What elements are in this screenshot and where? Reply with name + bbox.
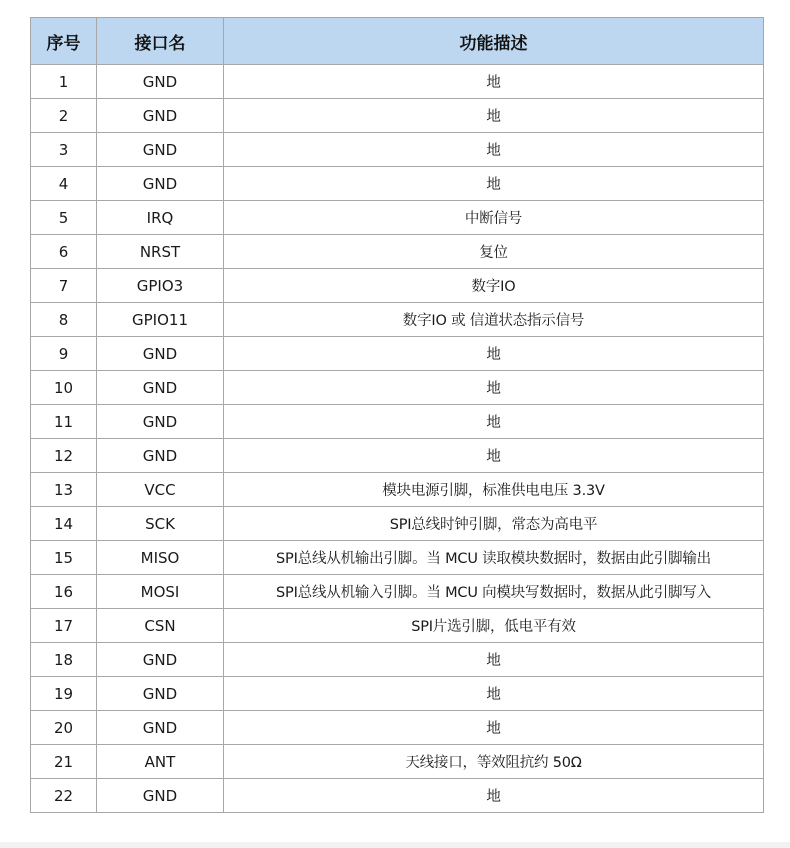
pin-description-cell: 地 — [224, 371, 764, 405]
pin-index-cell: 13 — [31, 473, 97, 507]
pin-name-cell: GND — [97, 371, 224, 405]
pin-description-cell: 中断信号 — [224, 201, 764, 235]
pin-index-cell: 17 — [31, 609, 97, 643]
pin-description-cell: 地 — [224, 99, 764, 133]
pin-name-cell: GND — [97, 677, 224, 711]
pin-index-cell: 12 — [31, 439, 97, 473]
header-row — [31, 18, 764, 65]
table-row — [31, 201, 764, 235]
pin-description-cell: 地 — [224, 677, 764, 711]
table-row — [31, 609, 764, 643]
table-row — [31, 167, 764, 201]
table-row — [31, 99, 764, 133]
table-row — [31, 473, 764, 507]
header-function-description: 功能描述 — [224, 18, 764, 65]
pin-table — [30, 17, 764, 813]
pin-description-cell: SPI总线从机输入引脚。当 MCU 向模块写数据时，数据从此引脚写入 — [224, 575, 764, 609]
pin-description-cell: 数字IO — [224, 269, 764, 303]
table-row — [31, 439, 764, 473]
header-interface-name: 接口名 — [97, 18, 224, 65]
table-row — [31, 779, 764, 813]
pin-description-cell: 模块电源引脚，标准供电电压 3.3V — [224, 473, 764, 507]
pin-name-cell: MISO — [97, 541, 224, 575]
pin-index-cell: 10 — [31, 371, 97, 405]
pin-name-cell: GND — [97, 167, 224, 201]
pin-description-cell: SPI片选引脚，低电平有效 — [224, 609, 764, 643]
pin-name-cell: GND — [97, 711, 224, 745]
pin-index-cell: 16 — [31, 575, 97, 609]
pin-name-cell: IRQ — [97, 201, 224, 235]
table-row — [31, 575, 764, 609]
table-row — [31, 133, 764, 167]
pin-index-cell: 14 — [31, 507, 97, 541]
table-row — [31, 235, 764, 269]
table-row — [31, 541, 764, 575]
pin-name-cell: GND — [97, 99, 224, 133]
pin-name-cell: SCK — [97, 507, 224, 541]
pin-description-cell: SPI总线时钟引脚，常态为高电平 — [224, 507, 764, 541]
pin-name-cell: GND — [97, 133, 224, 167]
pin-description-cell: 地 — [224, 405, 764, 439]
pin-index-cell: 21 — [31, 745, 97, 779]
pin-description-cell: SPI总线从机输出引脚。当 MCU 读取模块数据时，数据由此引脚输出 — [224, 541, 764, 575]
pin-table-header — [31, 18, 764, 65]
pin-name-cell: GND — [97, 439, 224, 473]
pin-description-cell: 地 — [224, 439, 764, 473]
pin-name-cell: GND — [97, 405, 224, 439]
pin-index-cell: 20 — [31, 711, 97, 745]
table-row — [31, 507, 764, 541]
pin-name-cell: GND — [97, 337, 224, 371]
pin-description-cell: 地 — [224, 65, 764, 99]
table-row — [31, 643, 764, 677]
table-row — [31, 337, 764, 371]
table-row — [31, 745, 764, 779]
table-row — [31, 405, 764, 439]
pin-description-cell: 地 — [224, 711, 764, 745]
pin-index-cell: 1 — [31, 65, 97, 99]
pin-index-cell: 8 — [31, 303, 97, 337]
pin-index-cell: 6 — [31, 235, 97, 269]
pin-index-cell: 5 — [31, 201, 97, 235]
pin-index-cell: 7 — [31, 269, 97, 303]
pin-name-cell: ANT — [97, 745, 224, 779]
pin-index-cell: 11 — [31, 405, 97, 439]
pin-index-cell: 22 — [31, 779, 97, 813]
pin-description-cell: 地 — [224, 167, 764, 201]
pin-name-cell: GND — [97, 779, 224, 813]
pin-description-cell: 地 — [224, 337, 764, 371]
pin-name-cell: CSN — [97, 609, 224, 643]
pin-index-cell: 9 — [31, 337, 97, 371]
pin-name-cell: GND — [97, 65, 224, 99]
pin-description-cell: 地 — [224, 779, 764, 813]
pin-name-cell: GND — [97, 643, 224, 677]
table-row — [31, 371, 764, 405]
pin-index-cell: 2 — [31, 99, 97, 133]
pin-table-body — [31, 65, 764, 813]
pin-index-cell: 3 — [31, 133, 97, 167]
table-row — [31, 65, 764, 99]
pin-index-cell: 15 — [31, 541, 97, 575]
bottom-divider — [0, 842, 790, 848]
pin-description-cell: 数字IO 或 信道状态指示信号 — [224, 303, 764, 337]
pin-index-cell: 4 — [31, 167, 97, 201]
pin-description-cell: 复位 — [224, 235, 764, 269]
pin-name-cell: NRST — [97, 235, 224, 269]
table-row — [31, 711, 764, 745]
pin-description-cell: 天线接口，等效阻抗约 50Ω — [224, 745, 764, 779]
pin-name-cell: VCC — [97, 473, 224, 507]
table-row — [31, 303, 764, 337]
table-row — [31, 677, 764, 711]
table-row — [31, 269, 764, 303]
pin-index-cell: 18 — [31, 643, 97, 677]
pin-name-cell: GPIO3 — [97, 269, 224, 303]
pin-name-cell: GPIO11 — [97, 303, 224, 337]
pin-index-cell: 19 — [31, 677, 97, 711]
pin-name-cell: MOSI — [97, 575, 224, 609]
header-index: 序号 — [31, 18, 97, 65]
pin-description-cell: 地 — [224, 643, 764, 677]
pin-description-cell: 地 — [224, 133, 764, 167]
